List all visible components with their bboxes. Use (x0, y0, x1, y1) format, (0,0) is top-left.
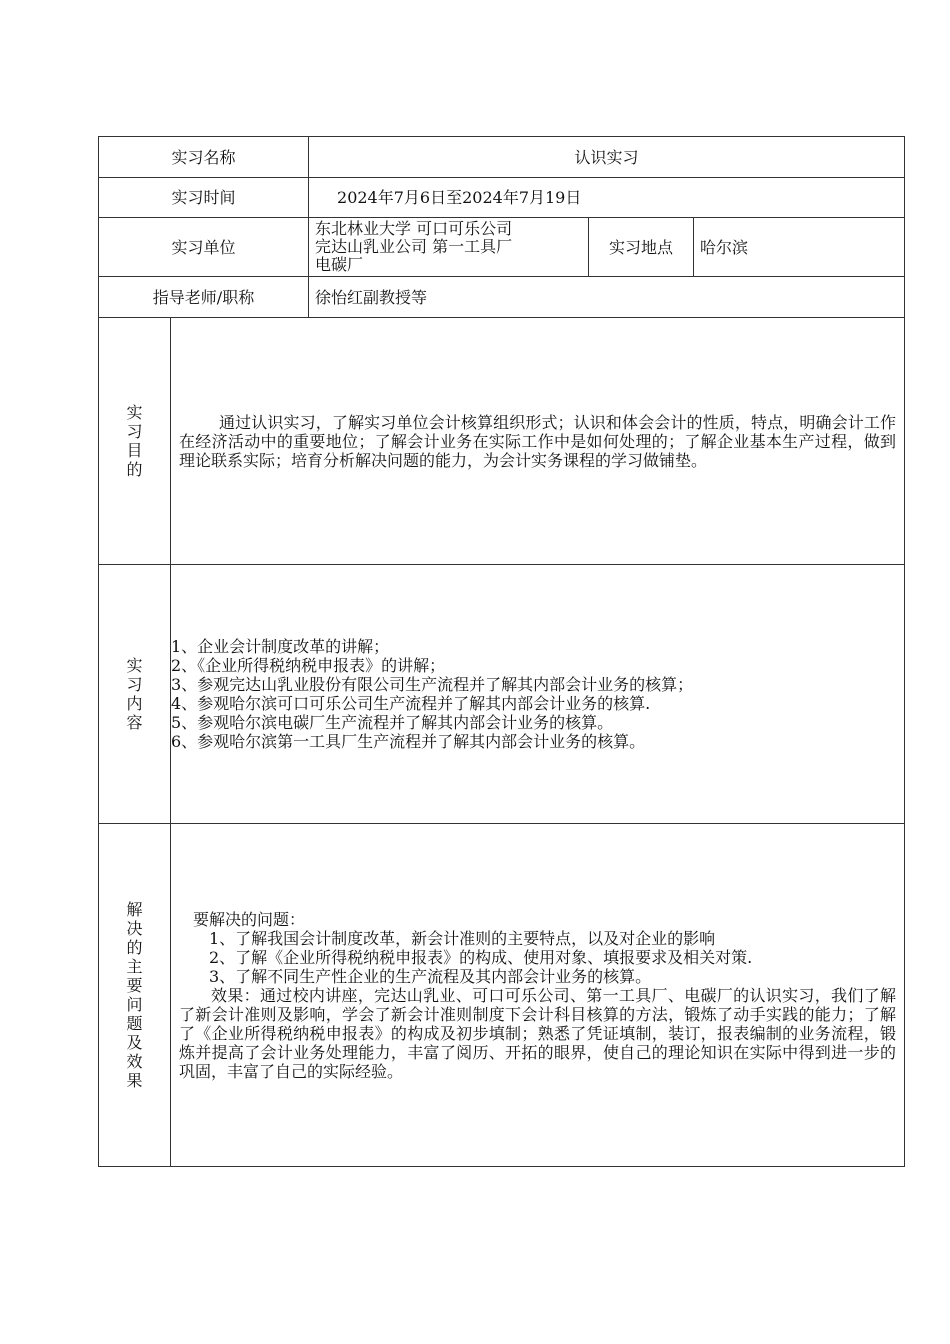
content-item: 6、参观哈尔滨第一工具厂生产流程并了解其内部会计业务的核算。 (171, 732, 646, 751)
content-label: 实习内容 (126, 656, 143, 732)
problem-item: 2、了解《企业所得税纳税申报表》的构成、使用对象、填报要求及相关对策. (209, 947, 753, 967)
internship-time-value: 2024年7月6日至2024年7月19日 (309, 178, 905, 218)
advisor-label: 指导老师/职称 (99, 277, 309, 318)
row-internship-unit (99, 218, 905, 277)
purpose-label: 实习目的 (126, 403, 143, 479)
problem-item: 1、了解我国会计制度改革，新会计准则的主要特点，以及对企业的影响 (209, 928, 716, 948)
content-item: 4、参观哈尔滨可口可乐公司生产流程并了解其内部会计业务的核算. (171, 694, 651, 713)
purpose-content-cell (171, 318, 905, 565)
content-item: 1、企业会计制度改革的讲解； (171, 637, 390, 656)
content-list (171, 565, 905, 824)
content-item: 2、《企业所得税纳税申报表》的讲解； (171, 656, 446, 675)
row-advisor (99, 277, 905, 318)
solve-content-cell (171, 824, 905, 1167)
internship-unit-value (309, 218, 589, 277)
content-item: 5、参观哈尔滨电碳厂生产流程并了解其内部会计业务的核算。 (171, 713, 614, 732)
internship-name-value: 认识实习 (309, 137, 905, 178)
row-internship-name (99, 137, 905, 178)
internship-record-table (98, 136, 905, 1167)
purpose-label-cell (99, 318, 171, 565)
purpose-text: 通过认识实习，了解实习单位会计核算组织形式；认识和体会会计的性质，特点，明确会计工作在经济活动中的重要地位；了解会计业务在实际工作中是如何处理的；了解企业基本生产过程，做到理论联系实际；培育分析解决问题的能力，为会计实务课程的学习做铺垫。 (179, 412, 897, 470)
solve-label: 解决的主要问题及效果 (126, 900, 143, 1090)
unit-line: 完达山乳业公司 第一工具厂 (315, 237, 513, 256)
row-internship-time (99, 178, 905, 218)
internship-unit-label: 实习单位 (99, 218, 309, 277)
solve-label-cell (99, 824, 171, 1167)
internship-time-label: 实习时间 (99, 178, 309, 218)
internship-name-label: 实习名称 (99, 137, 309, 178)
row-content (99, 565, 905, 824)
unit-line: 东北林业大学 可口可乐公司 (315, 219, 513, 238)
advisor-value: 徐怡红副教授等 (309, 277, 905, 318)
row-purpose (99, 318, 905, 565)
content-item: 3、参观完达山乳业股份有限公司生产流程并了解其内部会计业务的核算； (171, 675, 694, 694)
content-label-cell (99, 565, 171, 824)
problem-item: 3、了解不同生产性企业的生产流程及其内部会计业务的核算。 (209, 966, 652, 986)
problems-heading: 要解决的问题： (193, 909, 306, 929)
unit-line: 电碳厂 (315, 255, 364, 274)
effect-text: 效果：通过校内讲座，完达山乳业、可口可乐公司、第一工具厂、电碳厂的认识实习，我们了解了新会计准则及影响，学会了新会计准则制度下会计科目核算的方法，锻炼了动手实践的能力；了解了《企业所得税纳税申报表》的构成及初步填制；熟悉了凭证填制，装订，报表编制的业务流程，锻炼并提高了会计业务处理能力，丰富了阅历、开拓的眼界，使自己的理论知识在实际中得到进一步的巩固，丰富了自己的实际经验。 (179, 985, 897, 1081)
internship-location-label: 实习地点 (589, 218, 694, 277)
internship-location-value: 哈尔滨 (694, 218, 905, 277)
row-solve (99, 824, 905, 1167)
